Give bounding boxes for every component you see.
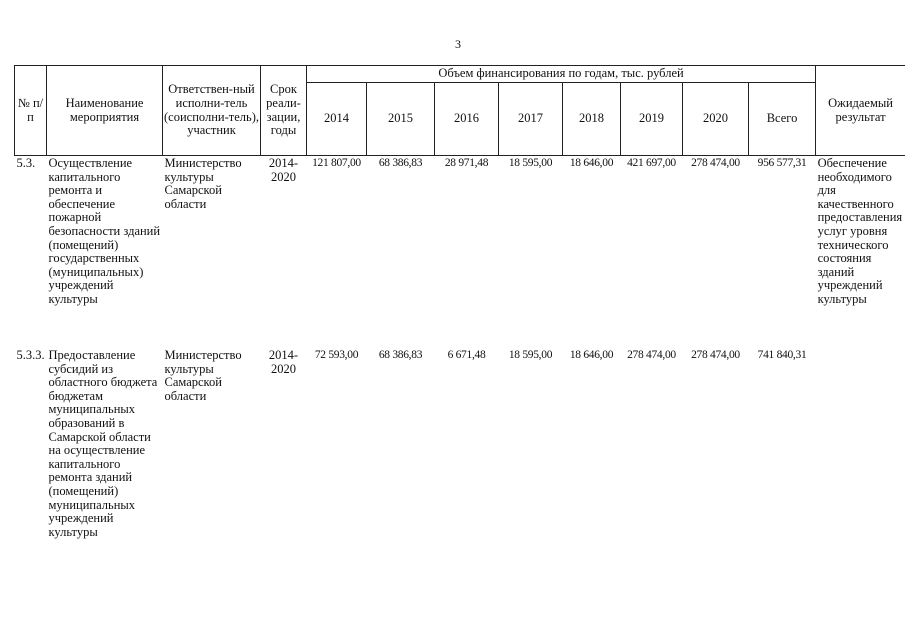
col-header-year: 2018 bbox=[563, 83, 621, 156]
row-executor: Министерство культуры Самарской области bbox=[164, 156, 242, 211]
row-expected-result bbox=[816, 347, 905, 539]
row-amount-year: 28 971,48 bbox=[444, 157, 489, 169]
row-num: 5.3. bbox=[16, 156, 36, 170]
col-header-name: Наименование мероприятия bbox=[47, 66, 163, 156]
row-amount-year: 278 474,00 bbox=[691, 157, 740, 169]
col-header-year: 2019 bbox=[621, 83, 683, 156]
row-executor: Министерство культуры Самарской области bbox=[164, 348, 242, 403]
row-amount-year: 18 646,00 bbox=[569, 349, 614, 361]
table-row bbox=[15, 156, 905, 348]
row-amount-year: 18 595,00 bbox=[508, 157, 553, 169]
row-amount-year: 72 593,00 bbox=[314, 349, 359, 361]
col-header-year: 2020 bbox=[683, 83, 749, 156]
row-amount-year: 121 807,00 bbox=[312, 157, 361, 169]
col-header-year: 2014 bbox=[307, 83, 367, 156]
row-amount-year: 68 386,83 bbox=[378, 157, 423, 169]
page-number: 3 bbox=[455, 37, 461, 51]
row-term: 2014-2020 bbox=[268, 156, 299, 184]
row-activity-name: Предоставление субсидий из областного бюджета бюджетам муниципальных образований в Самарской области на осуществление капитального ремонта зданий (помещений) муниципальных учреждений культуры bbox=[48, 348, 158, 539]
row-amount-year: 18 646,00 bbox=[569, 157, 614, 169]
row-amount-total: 956 577,31 bbox=[757, 157, 807, 169]
col-header-funding-group: Объем финансирования по годам, тыс. рублей bbox=[307, 66, 816, 83]
row-term: 2014-2020 bbox=[268, 348, 299, 376]
col-header-year: 2016 bbox=[435, 83, 499, 156]
col-header-result: Ожидаемый результат bbox=[816, 66, 905, 156]
row-amount-year: 278 474,00 bbox=[627, 349, 676, 361]
col-header-executor: Ответствен-ный исполни-тель (соисполни-тель), участник bbox=[163, 66, 261, 156]
col-header-num: № п/п bbox=[15, 66, 47, 156]
row-amount-year: 421 697,00 bbox=[627, 157, 676, 169]
program-activities-table bbox=[14, 65, 905, 539]
row-amount-year: 18 595,00 bbox=[508, 349, 553, 361]
row-amount-year: 68 386,83 bbox=[378, 349, 423, 361]
row-amount-year: 278 474,00 bbox=[691, 349, 740, 361]
col-header-year: 2015 bbox=[367, 83, 435, 156]
col-header-year: 2017 bbox=[499, 83, 563, 156]
row-amount-year: 6 671,48 bbox=[447, 349, 486, 361]
col-header-total: Всего bbox=[749, 83, 816, 156]
col-header-term: Срок реали-зации, годы bbox=[261, 66, 307, 156]
row-activity-name: Осуществление капитального ремонта и обеспечение пожарной безопасности зданий (помещений) государственных (муниципальных) учреждений культуры bbox=[48, 156, 161, 306]
row-amount-total: 741 840,31 bbox=[757, 349, 807, 361]
row-num: 5.3.3. bbox=[16, 348, 45, 362]
table-header bbox=[15, 66, 905, 156]
row-expected-result: Обеспечение необходимого для качественного предоставления услуг уровня технического состояния зданий учреждений культуры bbox=[817, 156, 903, 306]
table-row bbox=[15, 347, 905, 539]
